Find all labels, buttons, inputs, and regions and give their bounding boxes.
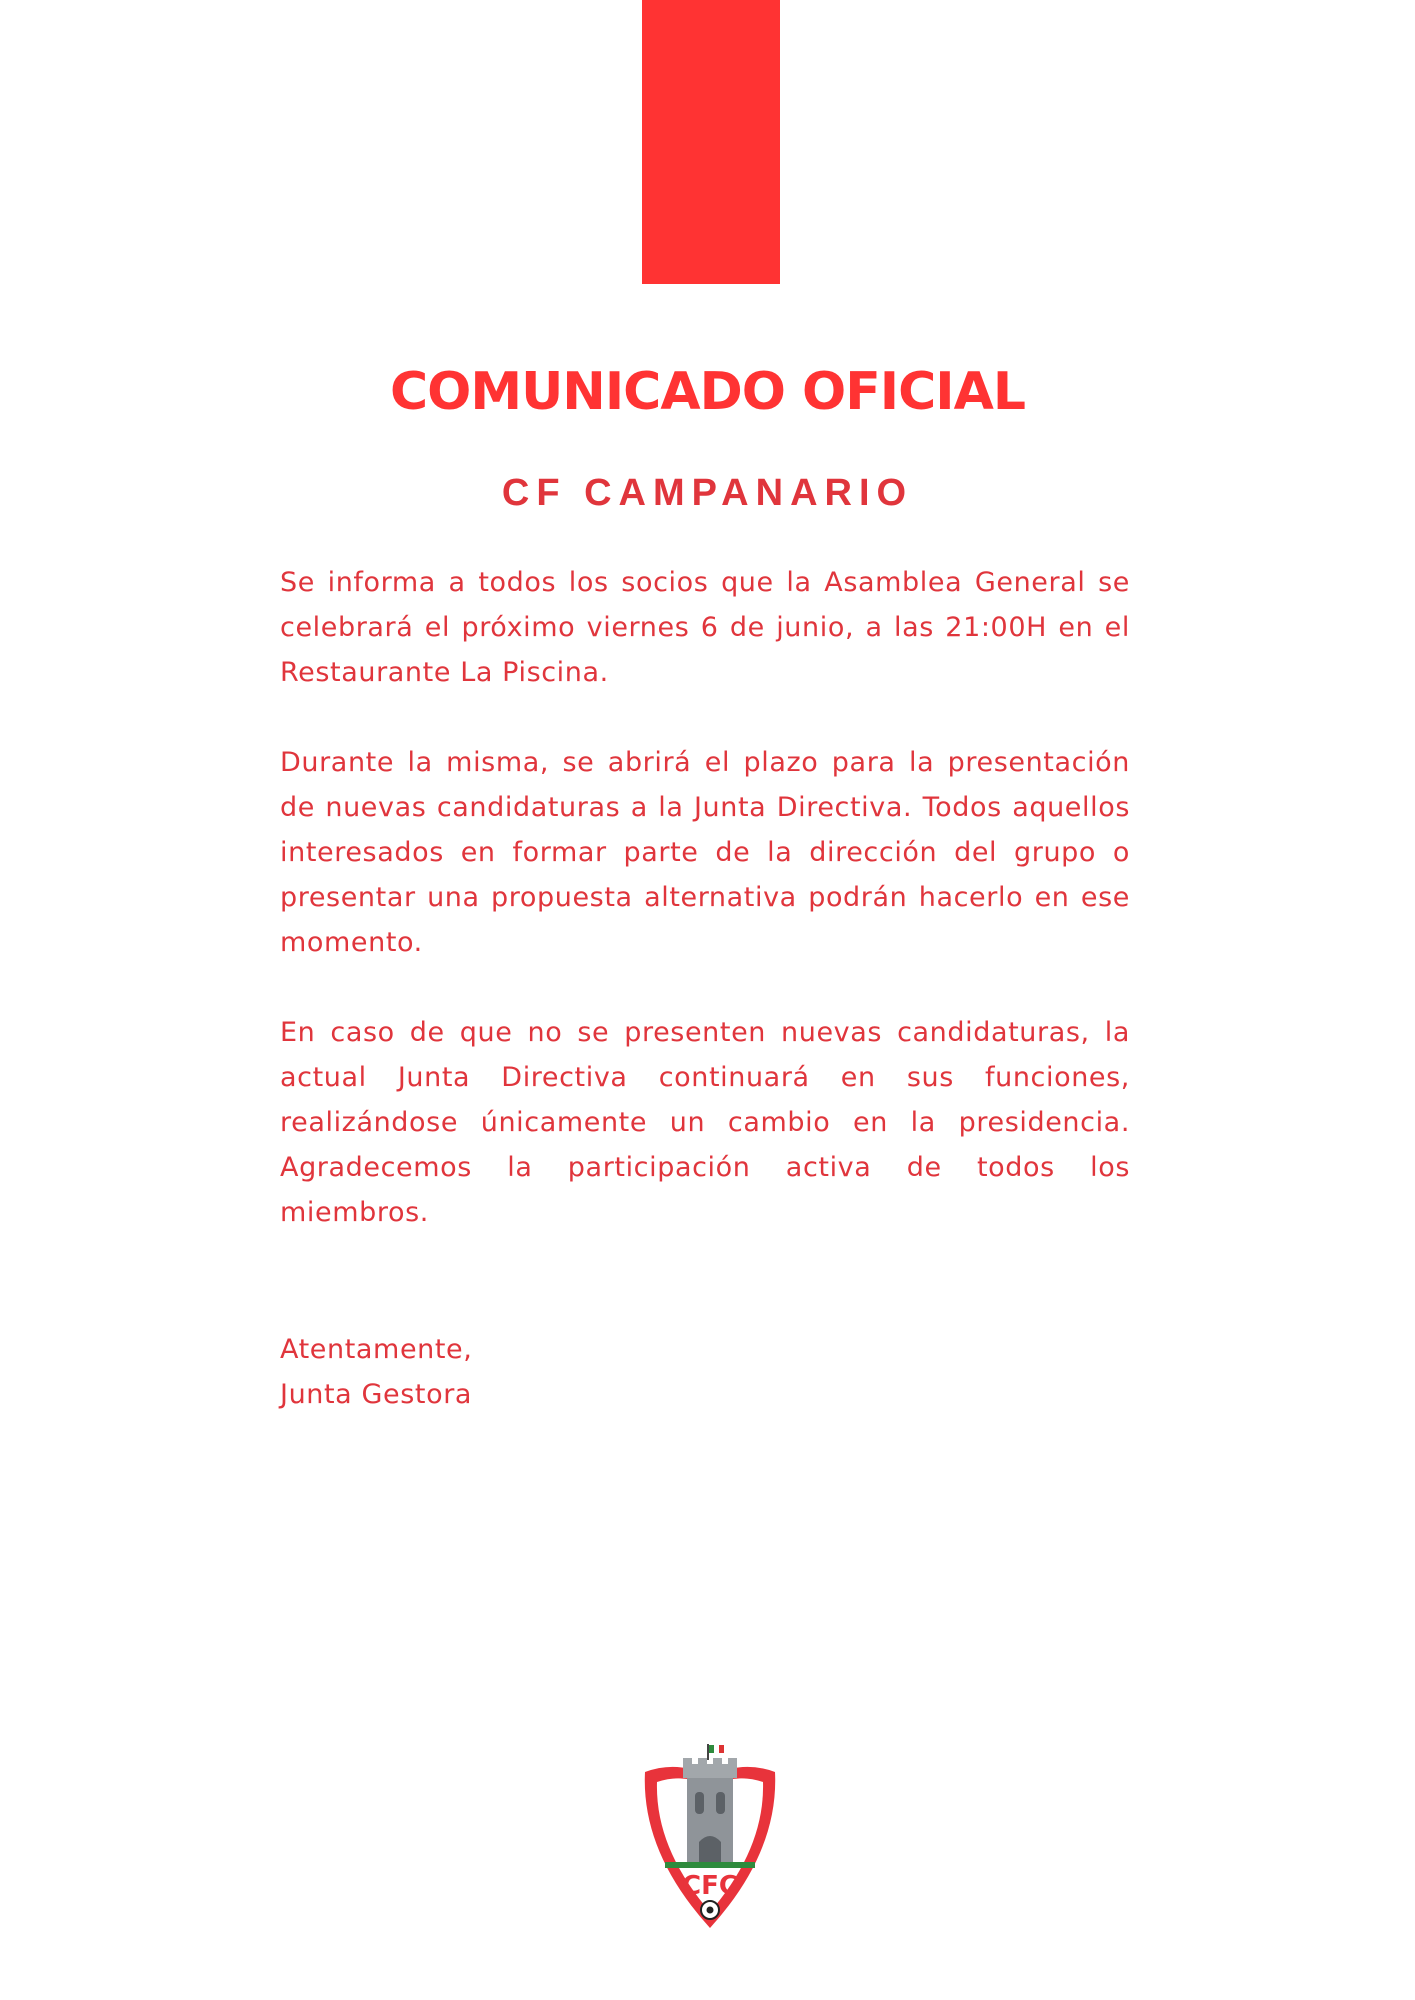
paragraph-continuation: En caso de que no se presenten nuevas candidaturas, la actual Junta Directiva continuará en sus funciones, realizándose únicamente un cambio en la presidencia. Agradecemos la participación activa de todos los miembros. (280, 1017, 1130, 1228)
paragraph-assembly: Se informa a todos los socios que la Asamblea General se celebrará el próximo viernes 6 de junio, a las 21:00H en el Restaurante La Piscina. (280, 567, 1130, 688)
closing-block (280, 1327, 472, 1417)
paragraph-candidacies: Durante la misma, se abrirá el plazo para la presentación de nuevas candidaturas a la Junta Directiva. Todos aquellos interesados en formar parte de la dirección del grupo o presentar una propuesta alternativa podrán hacerlo en ese momento. (280, 747, 1130, 958)
crest-text: CFC (682, 1871, 738, 1901)
page-title: COMUNICADO OFICIAL (389, 362, 1026, 422)
announcement-body (280, 560, 1130, 1280)
salutation: Atentamente, (280, 1334, 473, 1365)
top-accent-bar (642, 0, 780, 284)
signature: Junta Gestora (280, 1379, 473, 1410)
club-name: CF CAMPANARIO (501, 472, 914, 514)
club-crest-icon (637, 1742, 783, 1932)
